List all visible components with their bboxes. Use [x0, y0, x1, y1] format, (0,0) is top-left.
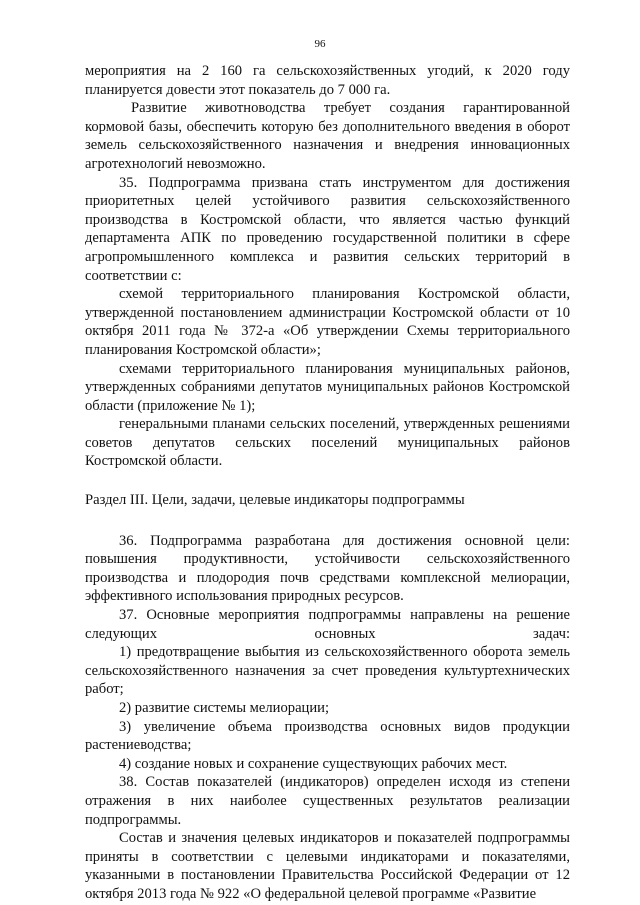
paragraph-continued-text: мероприятия на 2 160 га сельскохозяйственных угодий, к 2020 году планируется довести этот показатель до 7 000 га. [85, 63, 570, 98]
document-body [85, 62, 570, 904]
paragraph-territorial-scheme: схемой территориального планирования Костромской области, утвержденной постановлением администрации Костромской области от 10 октября 2011 года № 372-а «Об утверждении Схемы территориального планирования Костромской области»; [85, 286, 570, 358]
paragraph-item-37: 37. Основные мероприятия подпрограммы направлены на решение следующих основных задач: [85, 607, 570, 642]
list-item-task-1: 1) предотвращение выбытия из сельскохозяйственного оборота земель сельскохозяйственного назначения за счет проведения культуртехнических работ; [85, 644, 570, 698]
list-item-task-2: 2) развитие системы мелиорации; [119, 700, 330, 716]
paragraph-general-plans: генеральными планами сельских поселений, утвержденных решениями советов депутатов сельских поселений муниципальных районов Костромской области. [85, 416, 570, 470]
paragraph-municipal-schemes: схемами территориального планирования муниципальных районов, утвержденных собраниями депутатов муниципальных районов Костромской области (приложение № 1); [85, 360, 570, 414]
section-heading: Раздел III. Цели, задачи, целевые индикаторы подпрограммы [85, 492, 465, 509]
paragraph-item-35: 35. Подпрограмма призвана стать инструментом для достижения приоритетных целей устойчивого развития сельскохозяйственного производства в Костромской области, что является частью функций департамента АПК по проведению государственной политики в сфере агропромышленного комплекса и развития сельских территорий в соответствии с: [85, 174, 570, 284]
paragraph-indicators: Состав и значения целевых индикаторов и показателей подпрограммы приняты в соответствии с целевыми индикаторами и показателями, указанными в постановлении Правительства Российской Федерации от 12 октября 2013 года № 922 «О федеральной целевой программе «Развитие [85, 830, 570, 902]
paragraph-livestock: Развитие животноводства требует создания гарантированной кормовой базы, обеспечить которую без дополнительного введения в оборот земель сельскохозяйственного назначения и внедрения инновационных агротехнологий невозможно. [85, 100, 570, 172]
paragraph-item-38: 38. Состав показателей (индикаторов) определен исходя из степени отражения в них наиболее существенных результатов реализации подпрограммы. [85, 774, 570, 828]
page-number: 96 [314, 38, 326, 50]
paragraph-item-36: 36. Подпрограмма разработана для достижения основной цели: повышения продуктивности, устойчивости сельскохозяйственного производства и плодородия почв средствами комплексной мелиорации, эффективного использования природных ресурсов. [85, 532, 570, 605]
list-item-task-3: 3) увеличение объема производства основных видов продукции растениеводства; [85, 718, 570, 754]
list-item-task-4: 4) создание новых и сохранение существующих рабочих мест. [119, 755, 508, 772]
